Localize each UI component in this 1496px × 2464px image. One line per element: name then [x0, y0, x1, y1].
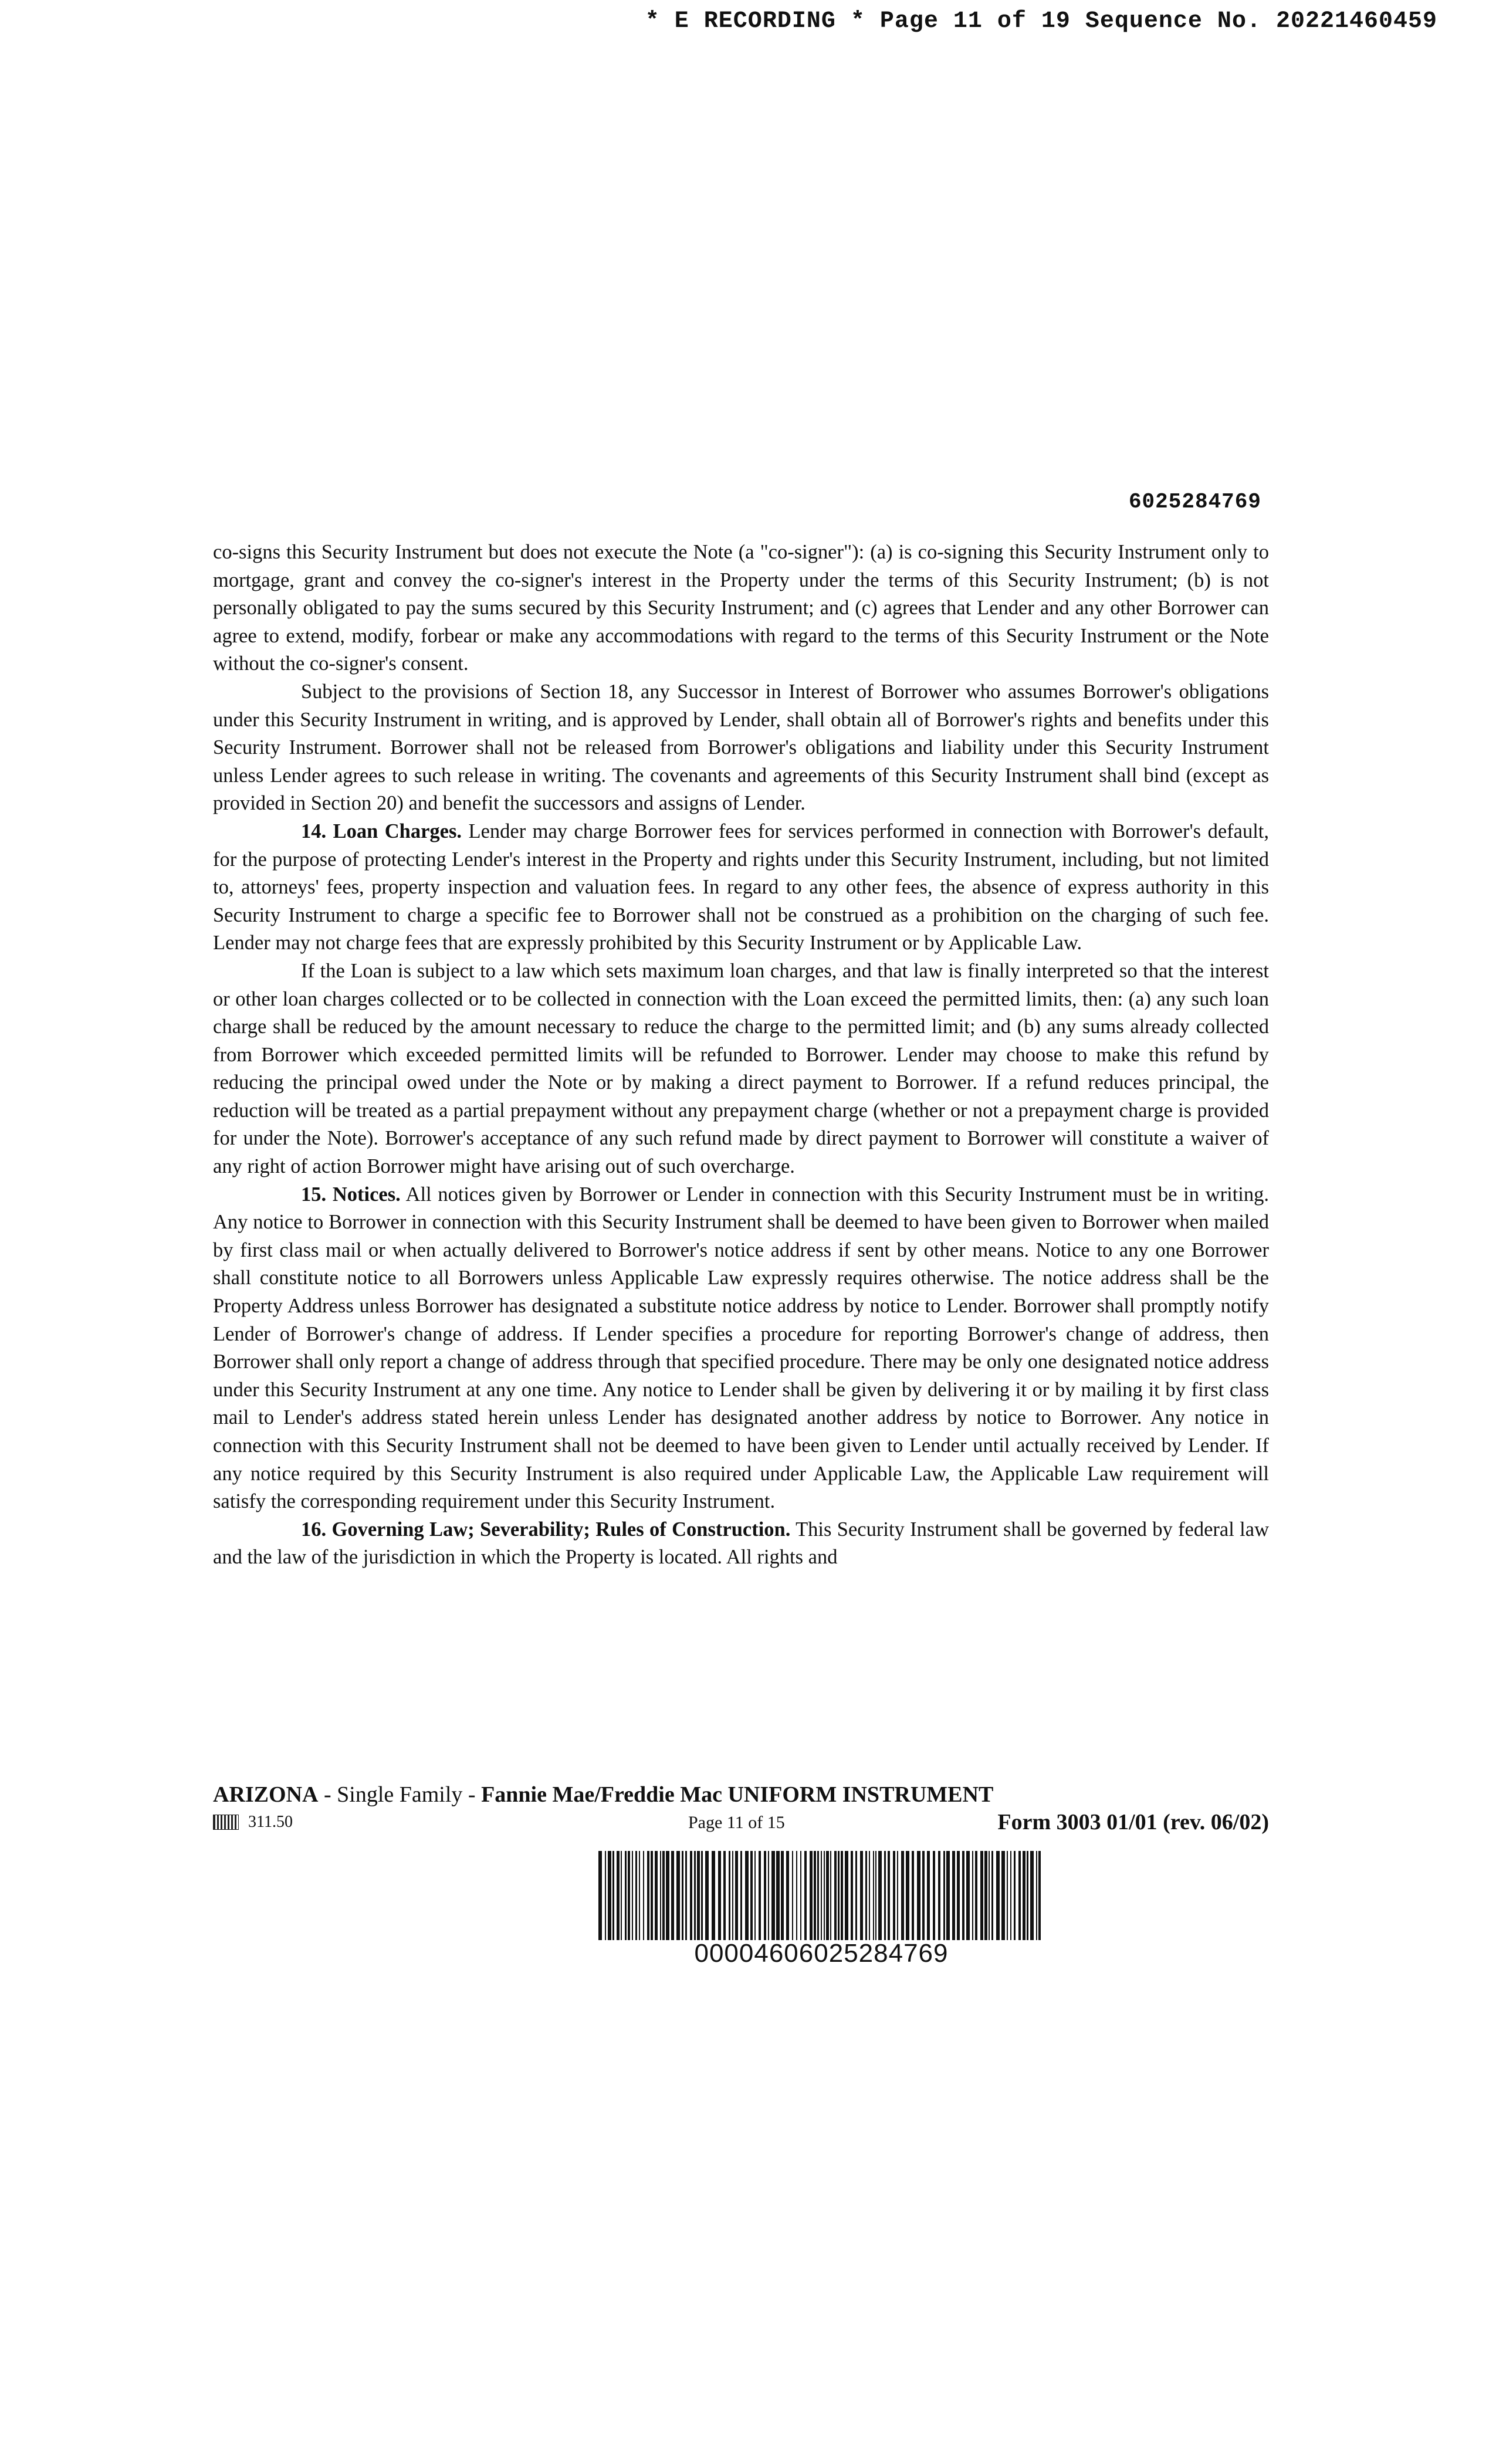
form-code	[213, 1813, 293, 1832]
barcode-bar	[635, 1851, 637, 1940]
barcode-bar	[888, 1851, 890, 1940]
barcode-bar	[729, 1851, 730, 1940]
barcode-bar	[598, 1851, 602, 1940]
barcode-bar	[1036, 1851, 1037, 1940]
barcode-bar	[705, 1851, 709, 1940]
barcode-bar	[666, 1851, 669, 1940]
barcode-bar	[676, 1851, 680, 1940]
barcode-bar	[972, 1851, 973, 1940]
barcode-bar	[643, 1851, 644, 1940]
section-15-text: All notices given by Borrower or Lender in connection with this Security Instrument must be in writing. Any notice to Borrower in connection with this Security Instrument shall be deemed to have been given to Borrower when mailed by first class mail or when actually delivered to Borrower's notice address if sent by other means. Notice to any one Borrower shall constitute notice to all Borrowers unless Applicable Law expressly requires otherwise. The notice address shall be the Property Address unless Borrower has designated a substitute notice address by notice to Lender. Borrower shall promptly notify Lender of Borrower's change of address. If Lender specifies a procedure for reporting Borrower's change of address, then Borrower shall only report a change of address through that specified procedure. There may be only one designated notice address under this Security Instrument at any one time. Any notice to Lender shall be given by delivering it or by mailing it by first class mail to Lender's address stated herein unless Lender has designated another address by notice to Borrower. Any notice in connection with this Security Instrument shall not be deemed to have been given to Lender until actually received by Lender. If any notice required by this Security Instrument is also required under Applicable Law, the Applicable Law requirement will satisfy the corresponding requirement under this Security Instrument.	[213, 1183, 1269, 1513]
barcode-bar	[628, 1851, 630, 1940]
barcode-bar	[776, 1851, 780, 1940]
barcode-bar	[1027, 1851, 1028, 1940]
barcode-bar	[639, 1851, 640, 1940]
barcode-bar	[651, 1851, 653, 1940]
section-14-heading: 14. Loan Charges.	[301, 820, 462, 842]
barcode-bar	[768, 1851, 769, 1940]
barcode-bar	[771, 1851, 775, 1940]
barcode-bar	[1014, 1851, 1016, 1940]
footer-instrument-line	[213, 1782, 993, 1808]
barcode-bar	[685, 1851, 687, 1940]
barcode-bar	[873, 1851, 874, 1940]
form-code-icon	[213, 1815, 239, 1830]
barcode-bar	[750, 1851, 753, 1940]
barcode-bar	[912, 1851, 914, 1940]
barcode-bar	[922, 1851, 925, 1940]
barcode-bar	[893, 1851, 895, 1940]
section-16-governing-law	[213, 1516, 1269, 1572]
barcode-bar	[655, 1851, 658, 1940]
barcode-bar	[962, 1851, 964, 1940]
barcode-bar	[617, 1851, 620, 1940]
barcode-bar	[946, 1851, 950, 1940]
barcode-bar	[966, 1851, 970, 1940]
barcode-bar	[800, 1851, 801, 1940]
barcode-bar	[906, 1851, 909, 1940]
barcode-bar	[1023, 1851, 1025, 1940]
barcode-bar	[855, 1851, 857, 1940]
barcode-bar	[810, 1851, 813, 1940]
barcode-bar	[989, 1851, 990, 1940]
barcode-bar	[869, 1851, 870, 1940]
barcode-bar	[608, 1851, 611, 1940]
section-14-text: Lender may charge Borrower fees for services performed in connection with Borrower's default, for the purpose of protecting Lender's interest in the Property and rights under this Security Instrument, including, but not limited to, attorneys' fees, property inspection and valuation fees. In regard to any other fees, the absence of express authority in this Security Instrument to charge a specific fee to Borrower shall not be construed as a prohibition on the charging of such fee. Lender may not charge fees that are expressly prohibited by this Security Instrument or by Applicable Law.	[213, 820, 1269, 955]
barcode-bar	[781, 1851, 784, 1940]
barcode-bar	[845, 1851, 848, 1940]
barcode-bar	[878, 1851, 882, 1940]
section-14-loan-charges	[213, 818, 1269, 957]
barcode-bar	[764, 1851, 766, 1940]
barcode-bar	[1030, 1851, 1034, 1940]
paragraph-maximum-loan-charges: If the Loan is subject to a law which sets maximum loan charges, and that law is finally interpreted so that the interest or other loan charges collected or to be collected in connection with the Loan exceed the permitted limits, then: (a) any such loan charge shall be reduced by the amount necessary to reduce the charge to the permitted limit; and (b) any sums already collected from Borrower which exceeded permitted limits will be refunded to Borrower. Lender may choose to make this refund by reducing the principal owed under the Note or by making a direct payment to Borrower. If a refund reduces principal, the reduction will be treated as a partial prepayment without any prepayment charge (whether or not a prepayment charge is provided for under the Note). Borrower's acceptance of any such refund made by direct payment to Borrower will constitute a waiver of any right of action Borrower might have arising out of such overcharge.	[213, 959, 1269, 1178]
barcode-bar	[957, 1851, 960, 1940]
footer-separator: - Single Family -	[318, 1782, 482, 1807]
barcode-bar	[943, 1851, 945, 1940]
barcode-bar	[694, 1851, 696, 1940]
barcode-bar	[671, 1851, 674, 1940]
barcode-bar	[612, 1851, 614, 1940]
barcode-bar	[841, 1851, 843, 1940]
barcode-bar	[927, 1851, 930, 1940]
barcode-bar	[814, 1851, 816, 1940]
barcode-bar	[884, 1851, 886, 1940]
barcode-bar	[938, 1851, 940, 1940]
barcode-bar	[830, 1851, 831, 1940]
barcode-bar	[975, 1851, 977, 1940]
barcode-bar	[682, 1851, 683, 1940]
page-indicator: Page 11 of 15	[688, 1813, 785, 1832]
section-16-text: This Security Instrument shall be governed by federal law and the law of the jurisdiction in which the Property is located. All rights and	[213, 1518, 1269, 1569]
barcode-bar	[838, 1851, 840, 1940]
barcode-bar	[933, 1851, 935, 1940]
recording-header: * E RECORDING * Page 11 of 19 Sequence No. 20221460459	[645, 8, 1437, 35]
barcode-bar	[897, 1851, 898, 1940]
barcode-bar	[1010, 1851, 1011, 1940]
barcode-bar	[754, 1851, 756, 1940]
form-number: Form 3003 01/01 (rev. 06/02)	[997, 1810, 1269, 1835]
barcode-bar	[875, 1851, 876, 1940]
barcode-bar	[824, 1851, 825, 1940]
document-body	[213, 539, 1269, 1572]
barcode-bar	[690, 1851, 692, 1940]
barcode-number: 00004606025284769	[694, 1939, 949, 1968]
barcode-bar	[860, 1851, 863, 1940]
barcode-bar	[826, 1851, 829, 1940]
barcode-bar	[647, 1851, 649, 1940]
footer-instrument-name: Fannie Mae/Freddie Mac UNIFORM INSTRUMENT	[481, 1782, 994, 1807]
barcode-bar	[1001, 1851, 1005, 1940]
barcode-bar	[796, 1851, 797, 1940]
paragraph-successor: Subject to the provisions of Section 18, any Successor in Interest of Borrower who assumes Borrower's obligations under this Security Instrument in writing, and is approved by Lender, shall obtain all of Borrower's rights and benefits under this Security Instrument. Borrower shall not be released from Borrower's obligations and liability under this Security Instrument unless Lender agrees to such release in writing. The covenants and agreements of this Security Instrument shall bind (except as provided in Section 20) and benefit the successors and assigns of Lender.	[213, 680, 1269, 815]
barcode-bar	[625, 1851, 627, 1940]
barcode-bar	[901, 1851, 904, 1940]
barcode-bar	[723, 1851, 726, 1940]
barcode-bar	[605, 1851, 606, 1940]
barcode-bar	[660, 1851, 661, 1940]
barcode-bar	[834, 1851, 837, 1940]
barcode-bar	[759, 1851, 761, 1940]
section-15-heading: 15. Notices.	[301, 1183, 401, 1206]
barcode-bar	[980, 1851, 983, 1940]
barcode-bar	[621, 1851, 622, 1940]
footer-form-line	[213, 1812, 1269, 1837]
barcode-bar	[712, 1851, 715, 1940]
barcode-bar	[735, 1851, 738, 1940]
barcode-bar	[662, 1851, 665, 1940]
barcode-bar	[732, 1851, 733, 1940]
barcode-bar	[1018, 1851, 1021, 1940]
barcode-bar	[865, 1851, 867, 1940]
barcode-bar	[821, 1851, 822, 1940]
barcode-bar	[817, 1851, 819, 1940]
section-15-notices	[213, 1181, 1269, 1516]
loan-number: 6025284769	[1128, 490, 1261, 514]
barcode-bar	[1007, 1851, 1008, 1940]
barcode-bar	[786, 1851, 789, 1940]
barcode-bar	[996, 1851, 1000, 1940]
barcode-bar	[1038, 1851, 1041, 1940]
form-code-text: 311.50	[248, 1813, 293, 1831]
barcode-bar	[851, 1851, 853, 1940]
footer-state: ARIZONA	[213, 1782, 319, 1807]
barcode-bar	[952, 1851, 955, 1940]
barcode-bar	[804, 1851, 807, 1940]
barcode-bar	[697, 1851, 700, 1940]
barcode-bar	[792, 1851, 793, 1940]
barcode	[598, 1851, 1044, 1940]
barcode-bar	[917, 1851, 920, 1940]
barcode-bar	[745, 1851, 749, 1940]
barcode-bar	[991, 1851, 993, 1940]
barcode-bar	[718, 1851, 721, 1940]
barcode-bar	[632, 1851, 633, 1940]
barcode-bar	[701, 1851, 703, 1940]
paragraph-cosigner: co-signs this Security Instrument but does not execute the Note (a "co-signer"): (a) is co-signing this Security Instrument only to mortgage, grant and convey the co-signer's interest in the Property under the terms of this Security Instrument; (b) is not personally obligated to pay the sums secured by this Security Instrument; and (c) agrees that Lender and any other Borrower can agree to extend, modify, forbear or make any accommodations with regard to the terms of this Security Instrument or the Note without the co-signer's consent.	[213, 541, 1269, 675]
section-16-heading: 16. Governing Law; Severability; Rules of Construction.	[301, 1518, 791, 1541]
barcode-bar	[740, 1851, 742, 1940]
barcode-bar	[984, 1851, 987, 1940]
